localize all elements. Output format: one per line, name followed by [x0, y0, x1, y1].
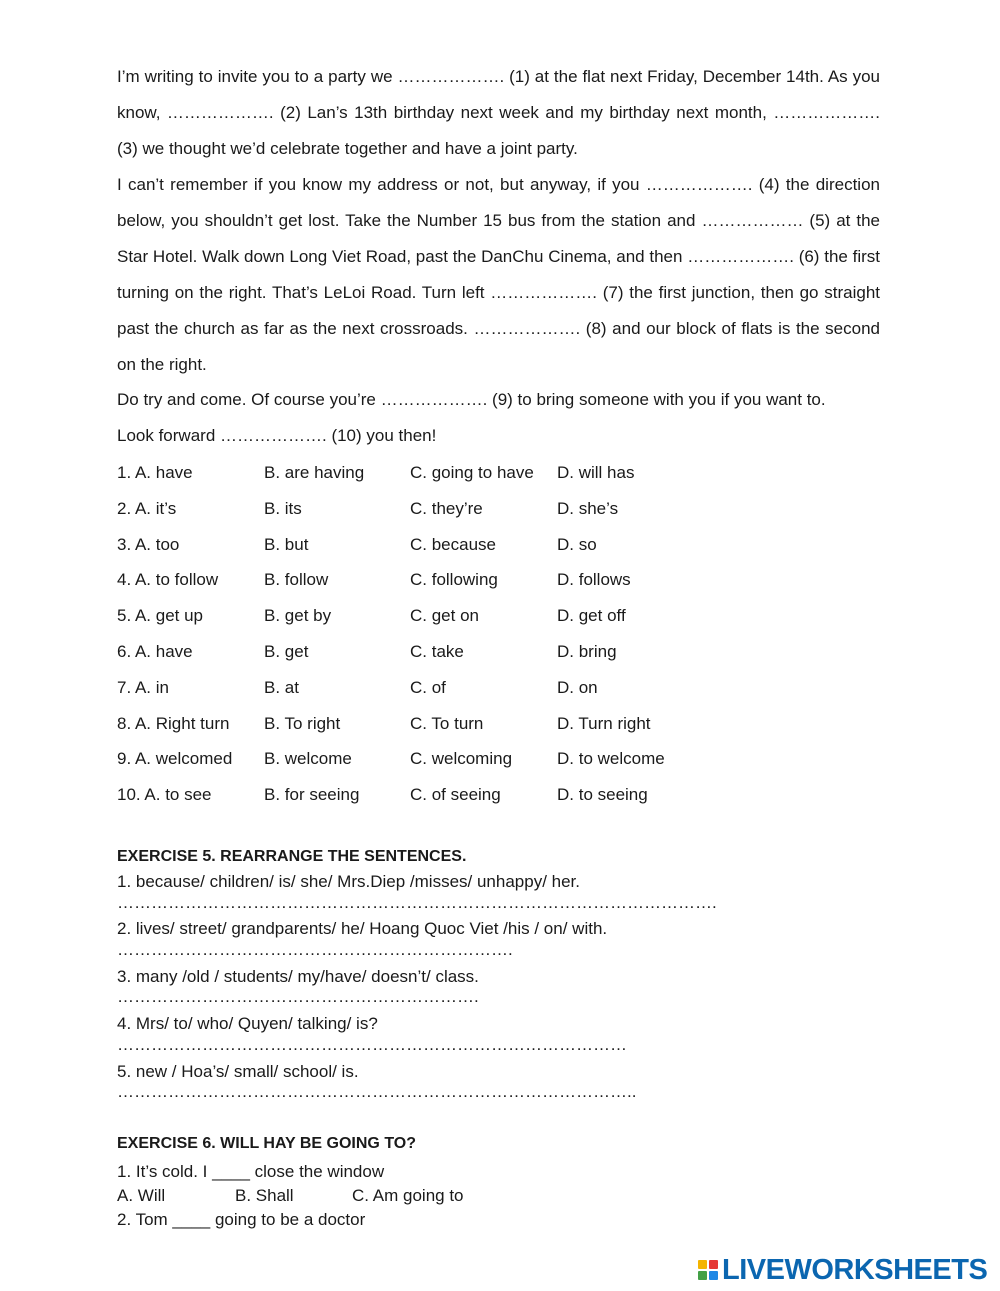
option-c[interactable]: C. of seeing — [410, 785, 501, 805]
option-c[interactable]: C. following — [410, 570, 498, 590]
option-b[interactable]: B. Shall — [235, 1186, 294, 1205]
exercise-6-question-1: 1. It’s cold. I ____ close the window — [117, 1162, 385, 1181]
option-c[interactable]: C. take — [410, 641, 464, 661]
exercise-5-title: EXERCISE 5. REARRANGE THE SENTENCES. — [117, 848, 467, 865]
option-b[interactable]: B. at — [264, 677, 299, 697]
option-b[interactable]: B. follow — [264, 570, 329, 590]
exercise-5-prompt: 3. many /old / students/ my/have/ doesn’t/ class. — [117, 966, 479, 986]
passage-paragraph-2: I can’t remember if you know my address or not, but anyway, if you ………………. (4) the direction below, you shouldn’t get lost. Take the Number 15 bus from the station and ……………… (5) at the Star Hotel. Walk down Long Viet Road, past the DanChu Cinema, and then ………………. (6) the first turning on the right. That’s LeLoi Road. Turn left ………………. (7) the first junction, then go straight past the church as far as the next crossroads. ………………. (8) and our block of flats is the second on the right. — [117, 175, 880, 374]
exercise-5-prompt: 4. Mrs/ to/ who/ Quyen/ talking/ is? — [117, 1014, 378, 1034]
option-d[interactable]: D. so — [557, 534, 597, 554]
passage-paragraph-1: I’m writing to invite you to a party we ………………. (1) at the flat next Friday, December 14th. As you know, ………………. (2) Lan’s 13th birthday next week and my birthday next month, ………………. (3) we thought we’d celebrate together and have a joint party. — [117, 67, 880, 158]
answer-line[interactable]: ………………………………………………………. — [117, 987, 479, 1007]
option-b[interactable]: B. are having — [264, 463, 365, 482]
option-a[interactable]: 2. A. it’s — [117, 498, 177, 518]
exercise-5-prompt: 1. because/ children/ is/ she/ Mrs.Diep /misses/ unhappy/ her. — [117, 872, 581, 891]
question-row — [117, 634, 880, 670]
option-a[interactable]: 7. A. in — [117, 677, 169, 697]
option-a[interactable]: 6. A. have — [117, 641, 193, 661]
exercise-6-options — [117, 1184, 464, 1208]
passage-paragraph-4: Look forward ………………. (10) you then! — [117, 426, 437, 445]
question-row — [117, 741, 880, 777]
answer-line[interactable]: ……………………………………………………………………………………………. — [117, 892, 717, 912]
exercise-6-list — [117, 1160, 464, 1232]
option-c[interactable]: C. because — [410, 534, 496, 554]
option-d[interactable]: D. on — [557, 677, 598, 697]
question-row — [117, 527, 880, 563]
exercise-5-list — [117, 870, 717, 1107]
question-row — [117, 670, 880, 706]
option-a[interactable]: 4. A. to follow — [117, 570, 219, 590]
option-b[interactable]: B. for seeing — [264, 785, 360, 805]
option-a[interactable]: 1. A. have — [117, 463, 193, 482]
option-d[interactable]: D. follows — [557, 570, 631, 590]
option-c[interactable]: C. they’re — [410, 498, 483, 518]
option-d[interactable]: D. bring — [557, 641, 617, 661]
logo-text: LIVEWORKSHEETS — [722, 1253, 988, 1286]
option-d[interactable]: D. to seeing — [557, 785, 648, 805]
option-d[interactable]: D. she’s — [557, 498, 619, 518]
option-b[interactable]: B. but — [264, 534, 309, 554]
option-c[interactable]: C. welcoming — [410, 749, 513, 769]
option-a[interactable]: 10. A. to see — [117, 785, 212, 805]
option-a[interactable]: 5. A. get up — [117, 606, 204, 626]
question-row — [117, 455, 880, 491]
option-b[interactable]: B. To right — [264, 713, 341, 733]
exercise-6-question-2: 2. Tom ____ going to be a doctor — [117, 1210, 366, 1229]
passage-paragraph-3: Do try and come. Of course you’re ………………. (9) to bring someone with you if you want to. — [117, 390, 826, 409]
question-row — [117, 598, 880, 634]
question-row — [117, 562, 880, 598]
option-d[interactable]: D. to welcome — [557, 749, 665, 769]
answer-line[interactable]: ……………………………………………………………. — [117, 940, 513, 960]
option-a[interactable]: 9. A. welcomed — [117, 749, 233, 769]
question-row — [117, 777, 880, 813]
option-c[interactable]: C. Am going to — [352, 1186, 464, 1205]
option-d[interactable]: D. get off — [557, 606, 626, 626]
answer-line[interactable]: ……………………………………………………………………………….. — [117, 1082, 637, 1102]
answer-line[interactable]: ……………………………………………………………………………… — [117, 1034, 627, 1054]
exercise-6-title: EXERCISE 6. WILL HAY BE GOING TO? — [117, 1135, 417, 1152]
option-c[interactable]: C. get on — [410, 606, 479, 626]
exercise-5-prompt: 2. lives/ street/ grandparents/ he/ Hoang Quoc Viet /his / on/ with. — [117, 919, 608, 939]
question-row — [117, 706, 880, 742]
logo-mark-icon — [698, 1260, 718, 1280]
option-b[interactable]: B. get by — [264, 606, 332, 626]
option-d[interactable]: D. will has — [557, 463, 635, 482]
multiple-choice-table — [117, 455, 880, 813]
liveworksheets-logo — [698, 1254, 987, 1286]
option-a[interactable]: 8. A. Right turn — [117, 713, 230, 733]
option-b[interactable]: B. get — [264, 641, 309, 661]
option-b[interactable]: B. its — [264, 498, 302, 518]
question-row — [117, 491, 880, 527]
option-c[interactable]: C. To turn — [410, 713, 484, 733]
option-c[interactable]: C. going to have — [410, 463, 534, 482]
option-b[interactable]: B. welcome — [264, 749, 352, 769]
exercise-5-prompt: 5. new / Hoa’s/ small/ school/ is. — [117, 1061, 359, 1081]
option-a[interactable]: 3. A. too — [117, 534, 180, 554]
option-a[interactable]: A. Will — [117, 1186, 166, 1205]
option-d[interactable]: D. Turn right — [557, 713, 651, 733]
option-c[interactable]: C. of — [410, 677, 446, 697]
